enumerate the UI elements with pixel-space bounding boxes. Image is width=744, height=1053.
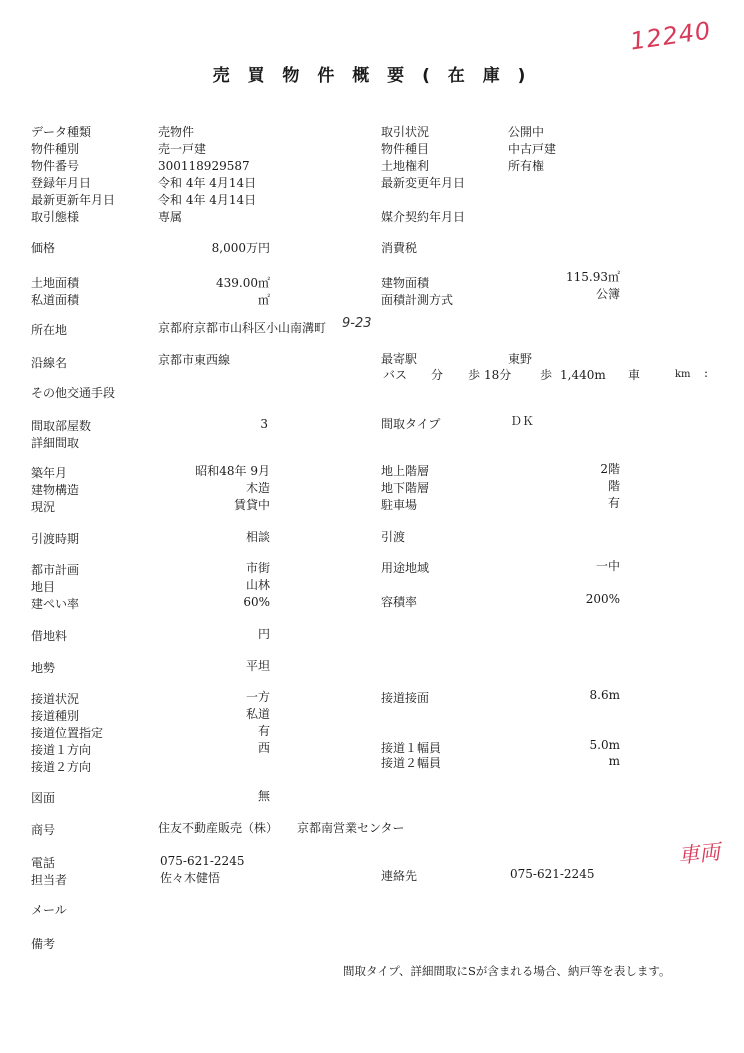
label-road-area: 私道面積 (31, 293, 80, 307)
value-floors-down: 階 (607, 479, 620, 493)
label-data-type: データ種類 (31, 125, 92, 139)
value-land-right: 所有権 (508, 159, 545, 173)
label-road-type: 接道種別 (31, 709, 80, 723)
value-company: 住友不動産販売（株） (158, 821, 279, 835)
value-road-area: ㎡ (257, 293, 270, 307)
label-land-cat: 地目 (31, 580, 56, 594)
value-layout-type: ＤＫ (510, 414, 535, 428)
label-detail-rooms: 詳細間取 (31, 436, 80, 450)
label-nearest: 最寄駅 (381, 352, 418, 366)
value-road-dir1: 西 (257, 741, 270, 755)
value-line: 京都市東西線 (158, 353, 231, 367)
label-tax: 消費税 (381, 241, 418, 255)
value-parking: 有 (607, 496, 620, 510)
value-road-w1: 5.0m (589, 738, 620, 752)
page-title: 売 買 物 件 概 要 ( 在 庫 ) (212, 66, 532, 86)
value-location: 京都府京都市山科区小山南溝町 (158, 321, 327, 335)
value-data-type: 売物件 (158, 125, 195, 139)
label-person: 担当者 (31, 873, 68, 887)
value-walk-min: 18分 (484, 368, 512, 382)
label-walk2: 歩 (540, 368, 553, 382)
value-terrain: 平坦 (245, 659, 270, 673)
value-city-plan: 市街 (245, 561, 270, 575)
label-remarks: 備考 (31, 937, 56, 951)
label-far: 容積率 (381, 595, 418, 609)
value-prop-item: 中古戸建 (508, 142, 557, 156)
value-land-area: 439.00㎡ (216, 276, 270, 290)
label-floors-down: 地下階層 (381, 481, 430, 495)
label-phone: 電話 (31, 856, 56, 870)
label-handover: 引渡 (381, 530, 406, 544)
label-road-dir1: 接道１方向 (31, 743, 92, 757)
label-walk: 歩 (468, 368, 481, 382)
value-upd-date: 令和 4年 4月14日 (158, 193, 257, 207)
value-bldg-area: 115.93㎡ (566, 270, 620, 284)
label-built: 築年月 (31, 466, 68, 480)
label-agency-date: 媒介契約年月日 (381, 210, 466, 224)
label-prop-no: 物件番号 (31, 159, 80, 173)
handwritten-note: 車両 (676, 839, 722, 869)
label-floors-up: 地上階層 (381, 464, 430, 478)
label-land-right: 土地権利 (381, 159, 430, 173)
value-road-pos: 有 (257, 724, 270, 738)
label-layout-type: 間取タイプ (381, 417, 441, 431)
value-handover-time: 相談 (245, 530, 270, 544)
value-land-cat: 山林 (245, 578, 270, 592)
label-bcr: 建ぺい率 (31, 597, 80, 611)
value-price: 8,000万円 (211, 241, 270, 255)
label-mail: メール (31, 903, 67, 917)
label-line: 沿線名 (31, 356, 68, 370)
value-bcr: 60% (243, 595, 270, 609)
label-road-w2: 接道２幅員 (381, 756, 442, 770)
label-parking: 駐車場 (381, 498, 418, 512)
label-reg-date: 登録年月日 (31, 176, 92, 190)
value-station: 東野 (508, 352, 533, 366)
value-prop-no: 300118929587 (158, 159, 250, 173)
value-road-face: 8.6m (589, 688, 620, 702)
value-road-w2: m (608, 754, 620, 768)
label-km: km (675, 369, 691, 380)
label-zoning: 用途地域 (381, 561, 430, 575)
label-structure: 建物構造 (31, 483, 80, 497)
value-phone: 075-621-2245 (160, 854, 245, 868)
value-person: 佐々木健悟 (160, 871, 221, 885)
value-built: 昭和48年 9月 (195, 464, 270, 478)
value-reg-date: 令和 4年 4月14日 (158, 176, 257, 190)
footnote: 間取タイプ、詳細間取にSが含まれる場合、納戸等を表します。 (343, 964, 671, 978)
label-terrain: 地勢 (31, 661, 56, 675)
label-measure: 面積計測方式 (381, 293, 454, 307)
label-prop-item: 物件種目 (381, 142, 430, 156)
label-rooms: 間取部屋数 (31, 419, 92, 433)
label-upd-date: 最新更新年月日 (31, 193, 116, 207)
value-walk-dist: 1,440m (560, 368, 606, 382)
value-branch: 京都南営業センター (297, 821, 405, 835)
label-bldg-area: 建物面積 (381, 276, 430, 290)
label-contact: 連絡先 (381, 869, 418, 883)
value-tail: : (704, 366, 709, 380)
label-city-plan: 都市計画 (31, 563, 80, 577)
value-rooms: 3 (260, 417, 268, 431)
value-deal: 専属 (158, 210, 183, 224)
value-current: 賃貸中 (233, 498, 270, 512)
value-far: 200% (585, 592, 620, 606)
value-road-status: 一方 (245, 690, 270, 704)
label-bus-min: 分 (431, 368, 444, 382)
label-road-w1: 接道１幅員 (381, 741, 442, 755)
value-lease-fee: 円 (257, 627, 270, 641)
value-trade-status: 公開中 (508, 125, 545, 139)
label-bus: バス (383, 368, 408, 382)
value-road-type: 私道 (245, 707, 270, 721)
label-road-status: 接道状況 (31, 692, 80, 706)
label-road-dir2: 接道２方向 (31, 760, 92, 774)
label-car: 車 (628, 368, 641, 382)
label-road-pos: 接道位置指定 (31, 726, 104, 740)
label-land-area: 土地面積 (31, 276, 80, 290)
label-deal: 取引態様 (31, 210, 80, 224)
label-price: 価格 (31, 241, 56, 255)
value-measure: 公簿 (595, 287, 620, 301)
label-location: 所在地 (31, 323, 68, 337)
label-other-transport: その他交通手段 (31, 386, 116, 400)
value-drawing: 無 (257, 789, 270, 803)
value-structure: 木造 (245, 481, 270, 495)
label-trade-name: 商号 (31, 823, 56, 837)
label-lease-fee: 借地料 (31, 629, 68, 643)
value-contact: 075-621-2245 (510, 867, 595, 881)
value-floors-up: 2階 (600, 462, 620, 476)
value-zoning: 一中 (595, 559, 620, 573)
label-last-change: 最新変更年月日 (381, 176, 466, 190)
label-drawing: 図面 (31, 791, 56, 805)
handwritten-stamp-number: 12240 (628, 16, 713, 56)
label-prop-kind: 物件種別 (31, 142, 80, 156)
label-handover-time: 引渡時期 (31, 532, 80, 546)
value-prop-kind: 売一戸建 (158, 142, 207, 156)
label-trade-status: 取引状況 (381, 125, 430, 139)
handwritten-address-number: 9-23 (342, 316, 372, 331)
label-road-face: 接道接面 (381, 691, 430, 705)
label-current: 現況 (31, 500, 56, 514)
